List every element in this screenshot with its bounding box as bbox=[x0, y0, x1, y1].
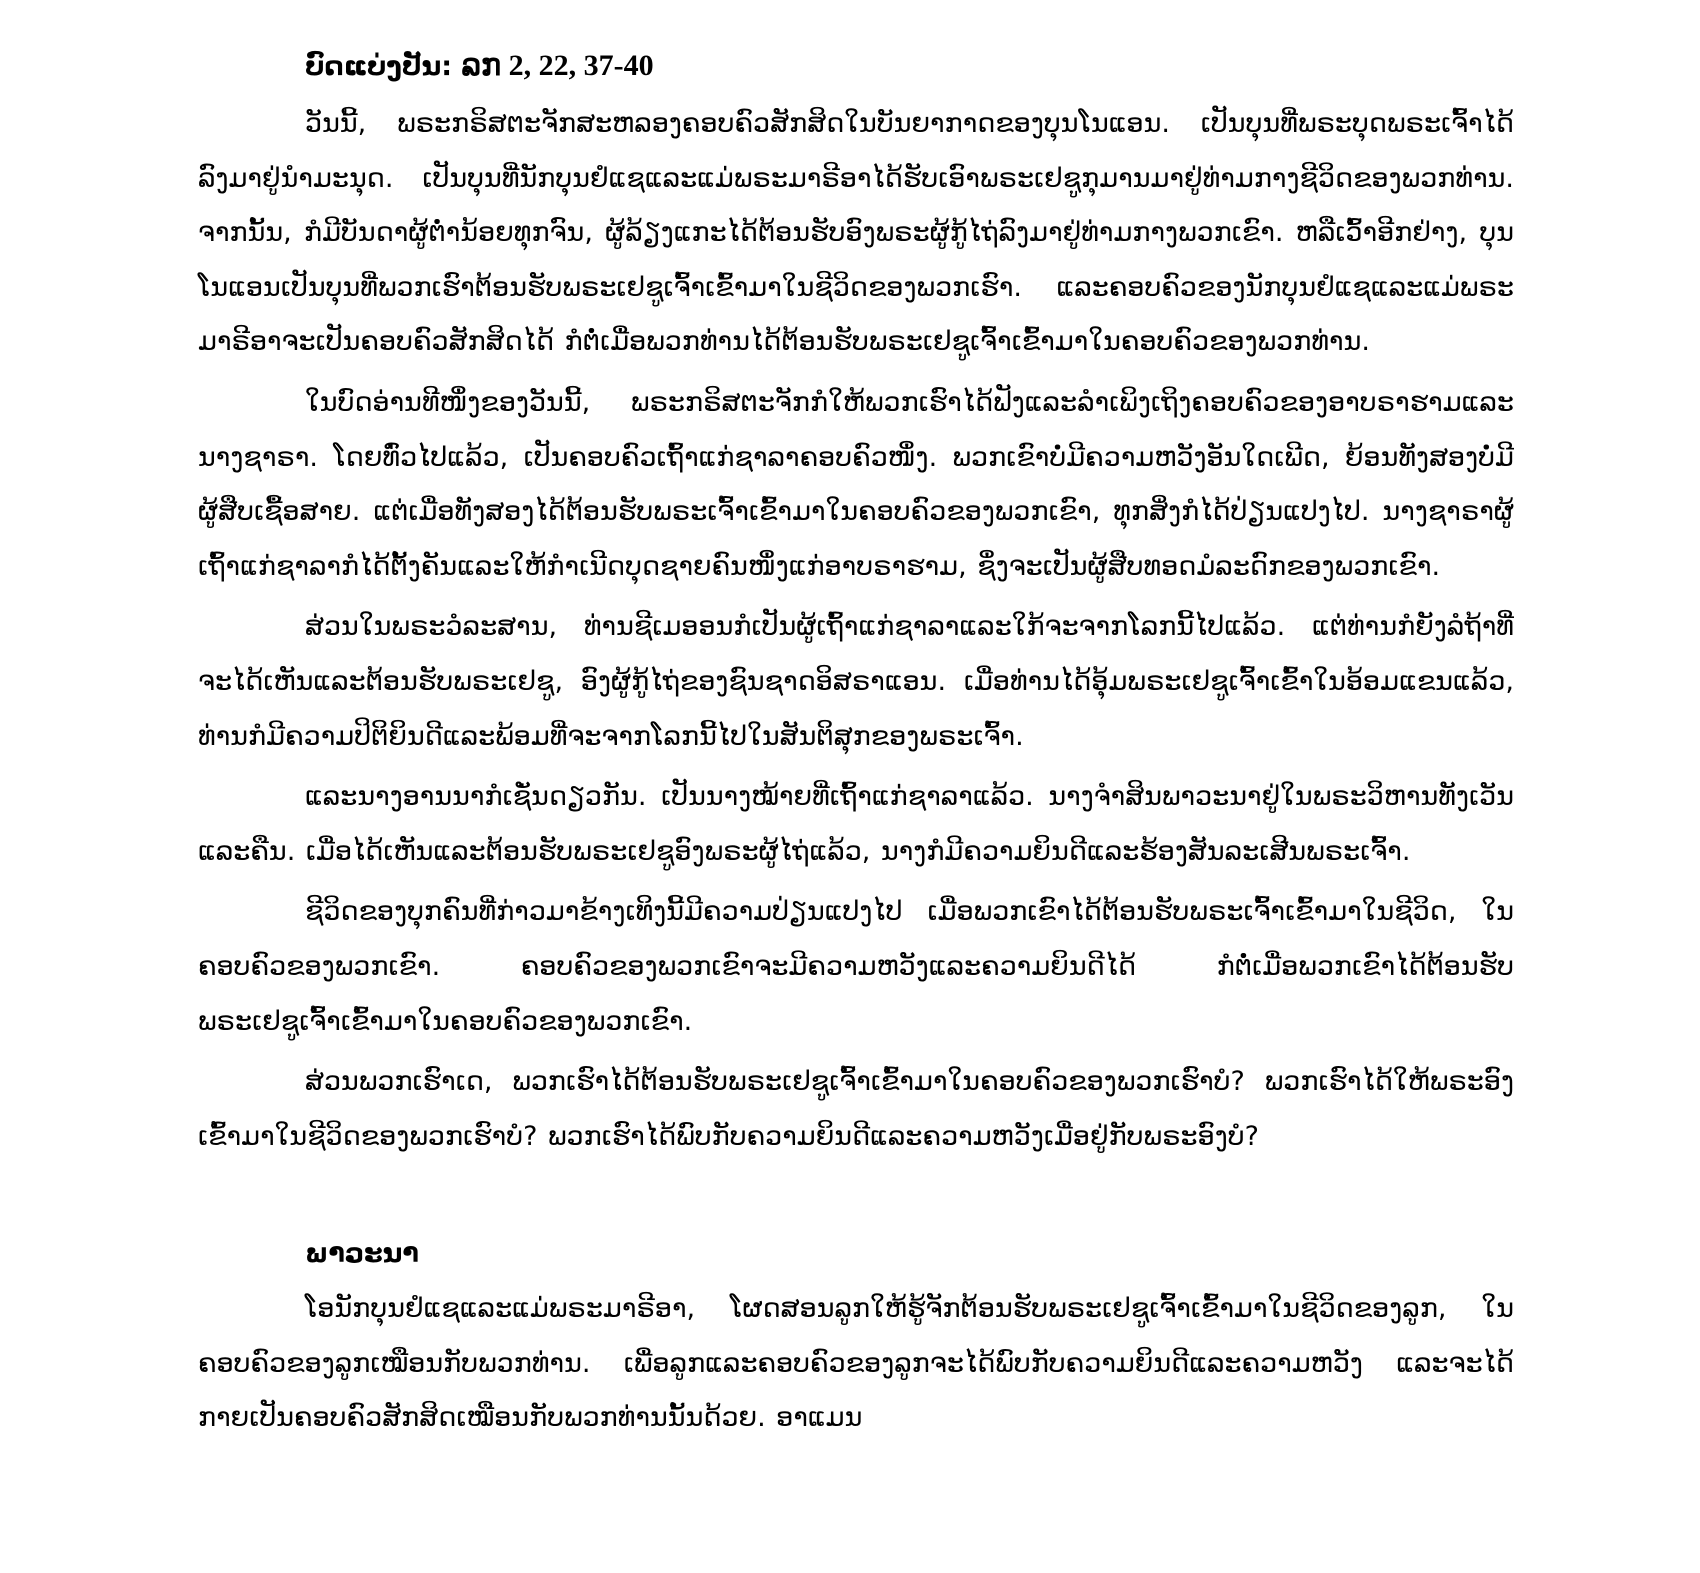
document-page bbox=[198, 36, 1514, 1452]
reflection-heading bbox=[198, 36, 1514, 97]
reflection-paragraph-1: ວັນນີ້, ພຣະກຣິສຕະຈັກສະຫລອງຄອບຄົວສັກສິດໃນບັນຍາກາດຂອງບຸນໂນແອນ. ເປັນບຸນທີ່ພຣະບຸດພຣະເຈົ້າໄດ້ລົງມາຢູ່ນຳມະນຸດ. ເປັນບຸນທີ່ນັກບຸນຢໍແຊແລະແມ່ພຣະມາຣີອາໄດ້ຮັບເອົາພຣະເຢຊູກຸມານມາຢູ່ທ່າມກາງຊີວິດຂອງພວກທ່ານ. ຈາກນັ້ນ, ກໍມີບັນດາຜູ້ຕ່ຳນ້ອຍທຸກຈົນ, ຜູ້ລ້ຽງແກະໄດ້ຕ້ອນຮັບອົງພຣະຜູ້ກູ້ໄຖ່ລົງມາຢູ່ທ່າມກາງພວກເຂົາ. ຫລືເວົ້າອີກຢ່າງ, ບຸນໂນແອນເປັນບຸນທີ່ພວກເຮົາຕ້ອນຮັບພຣະເຢຊູເຈົ້າເຂົ້າມາໃນຊີວິດຂອງພວກເຮົາ. ແລະຄອບຄົວຂອງນັກບຸນຢໍແຊແລະແມ່ພຣະມາຣີອາຈະເປັນຄອບຄົວສັກສິດໄດ້ ກໍຕໍ່ເມື່ອພວກທ່ານໄດ້ຕ້ອນຮັບພຣະເຢຊູເຈົ້າເຂົ້າມາໃນຄອບຄົວຂອງພວກທ່ານ. bbox=[198, 108, 1514, 358]
reflection-heading-prefix: ບົດແບ່ງປັນ: bbox=[305, 51, 453, 82]
reflection-paragraph-3: ສ່ວນໃນພຣະວໍລະສານ, ທ່ານຊີເມອອນກໍເປັນຜູ້ເຖົ້າແກ່ຊາລາແລະໃກ້ຈະຈາກໂລກນີ້ໄປແລ້ວ. ແຕ່ທ່ານກໍຍັງລໍຖ້າທີ່ຈະໄດ້ເຫັນແລະຕ້ອນຮັບພຣະເຢຊູ, ອົງຜູ້ກູ້ໄຖ່ຂອງຊົນຊາດອິສຣາແອນ. ເມື່ອທ່ານໄດ້ອຸ້ມພຣະເຢຊູເຈົ້າເຂົ້າໃນອ້ອມແຂນແລ້ວ, ທ່ານກໍມີຄວາມປິຕິຍິນດີແລະພ້ອມທີ່ຈະຈາກໂລກນີ້ໄປໃນສັນຕິສຸກຂອງພຣະເຈົ້າ. bbox=[198, 611, 1514, 752]
scripture-reference: ລກ 2, 22, 37-40 bbox=[461, 49, 654, 82]
reflection-paragraph-6: ສ່ວນພວກເຮົາເດ, ພວກເຮົາໄດ້ຕ້ອນຮັບພຣະເຢຊູເຈົ້າເຂົ້າມາໃນຄອບຄົວຂອງພວກເຮົາບໍ? ພວກເຮົາໄດ້ໃຫ້ພຣະອົງເຂົ້າມາໃນຊີວິດຂອງພວກເຮົາບໍ? ພວກເຮົາໄດ້ພົບກັບຄວາມຍິນດີແລະຄວາມຫວັງເມື່ອຢູ່ກັບພຣະອົງບໍ? bbox=[198, 1066, 1514, 1152]
reflection-paragraph-5: ຊີວິດຂອງບຸກຄົນທີ່ກ່າວມາຂ້າງເທິງນີ້ມີຄວາມປ່ຽນແປງໄປ ເມື່ອພວກເຂົາໄດ້ຕ້ອນຮັບພຣະເຈົ້າເຂົ້າມາໃນຊີວິດ, ໃນຄອບຄົວຂອງພວກເຂົາ. ຄອບຄົວຂອງພວກເຂົາຈະມີຄວາມຫວັງແລະຄວາມຍິນດີໄດ້ ກໍຕໍ່ເມື່ອພວກເຂົາໄດ້ຕ້ອນຮັບພຣະເຢຊູເຈົ້າເຂົ້າມາໃນຄອບຄົວຂອງພວກເຂົາ. bbox=[198, 896, 1514, 1037]
reflection-paragraph-4: ແລະນາງອານນາກໍເຊັ່ນດຽວກັນ. ເປັນນາງໝ້າຍທີ່ເຖົ້າແກ່ຊາລາແລ້ວ. ນາງຈຳສິນພາວະນາຢູ່ໃນພຣະວິຫານທັງເວັນແລະຄືນ. ເມື່ອໄດ້ເຫັນແລະຕ້ອນຮັບພຣະເຢຊູອົງພຣະຜູ້ໄຖ່ແລ້ວ, ນາງກໍມີຄວາມຍິນດີແລະຮ້ອງສັນລະເສີນພຣະເຈົ້າ. bbox=[198, 781, 1514, 867]
prayer-text: ໂອນັກບຸນຢໍແຊແລະແມ່ພຣະມາຣີອາ, ໂຜດສອນລູກໃຫ້ຮູ້ຈັກຕ້ອນຮັບພຣະເຢຊູເຈົ້າເຂົ້າມາໃນຊີວິດຂອງລູກ, ໃນຄອບຄົວຂອງລູກເໝືອນກັບພວກທ່ານ. ເພື່ອລູກແລະຄອບຄົວຂອງລູກຈະໄດ້ພົບກັບຄວາມຍິນດີແລະຄວາມຫວັງ ແລະຈະໄດ້ກາຍເປັນຄອບຄົວສັກສິດເໝືອນກັບພວກທ່ານນັ້ນດ້ວຍ. ອາແມນ bbox=[198, 1293, 1514, 1434]
prayer-heading: ພາວະນາ bbox=[305, 1238, 419, 1270]
section-spacer bbox=[198, 1170, 1514, 1226]
reflection-paragraph-2: ໃນບົດອ່ານທີໜຶ່ງຂອງວັນນີ້, ພຣະກຣິສຕະຈັກກໍໃຫ້ພວກເຮົາໄດ້ຟັງແລະລຳເພິງເຖິງຄອບຄົວຂອງອາບຣາຮາມແລະນາງຊາຣາ. ໂດຍທົ່ວໄປແລ້ວ, ເປັນຄອບຄົວເຖົ້າແກ່ຊາລາຄອບຄົວໜຶ່ງ. ພວກເຂົາບໍ່ມີຄວາມຫວັງອັນໃດເພີດ, ຍ້ອນທັງສອງບໍ່ມີຜູ້ສືບເຊື້ອສາຍ. ແຕ່ເມື່ອທັງສອງໄດ້ຕ້ອນຮັບພຣະເຈົ້າເຂົ້າມາໃນຄອບຄົວຂອງພວກເຂົາ, ທຸກສິ່ງກໍໄດ້ປ່ຽນແປງໄປ. ນາງຊາຣາຜູ້ເຖົ້າແກ່ຊາລາກໍໄດ້ຕັ້ງຄັນແລະໃຫ້ກຳເນີດບຸດຊາຍຄົນໜຶ່ງແກ່ອາບຣາຮາມ, ຊຶ່ງຈະເປັນຜູ້ສືບທອດມໍລະດົກຂອງພວກເຂົາ. bbox=[198, 386, 1514, 582]
